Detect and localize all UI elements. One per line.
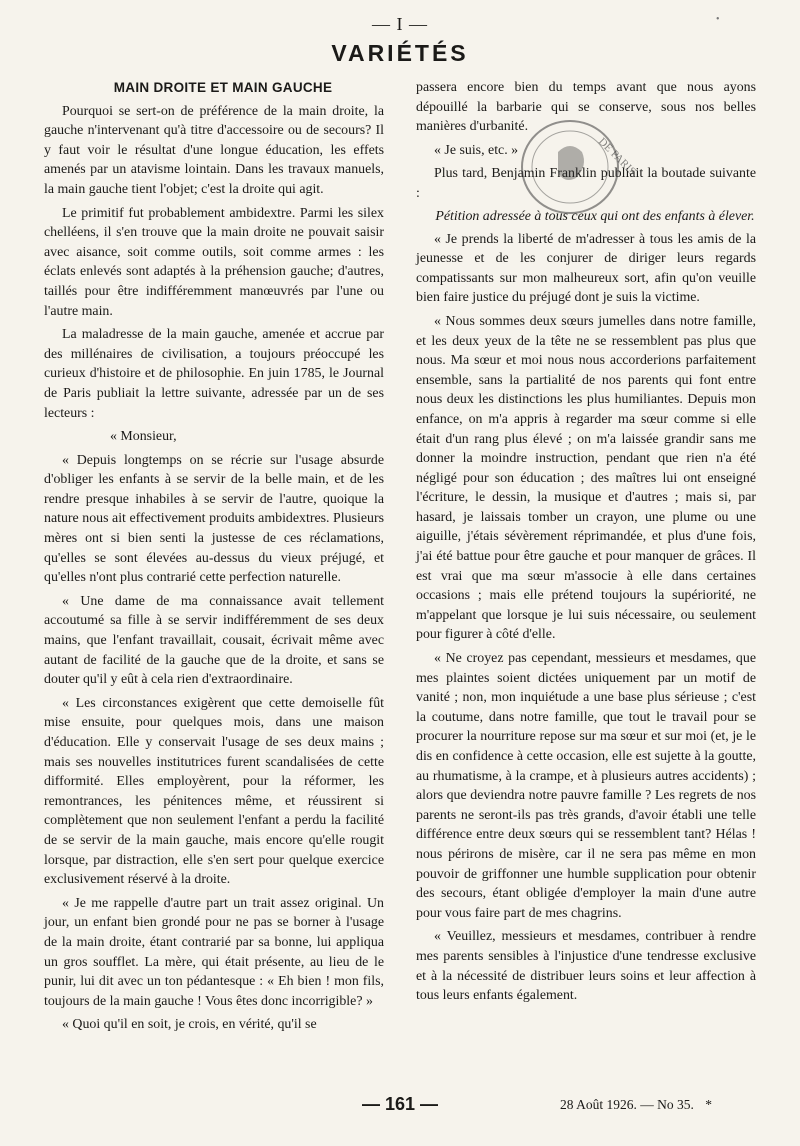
paragraph: « Je prends la liberté de m'adresser à tous les amis de la jeunesse et de les conjurer de diriger leurs regards compatissants sur mon malheureux sort, afin qu'on veuille bien faire justice du préjugé dont je suis la victime.: [416, 231, 756, 306]
paragraph: Pourquoi se sert-on de préférence de la main droite, la gauche n'intervenant qu'à titre d'accessoire ou de secours? Il y faut voir le résultat d'une longue éducation, les effets amenés par un atavisme lointain. Dans les travaux manuels, la main gauche tient l'objet; c'est la droite qui agit.: [44, 103, 384, 197]
page-top-marker: — I —: [372, 14, 428, 34]
salutation: « Monsieur,: [110, 429, 177, 445]
paragraph: « Depuis longtemps on se récrie sur l'usage absurde d'obliger les enfants à se servir de la belle main, et de les rendre presque inhabiles à se servir de l'autre, quoique la nature nous ait effectivement produits ambidextres. Plusieurs mères ont si bien senti la justesse de ces réclamations, qu'elles se sont élevées au-dessus du vieux préjugé, et qu'elles n'ont plus contrarié cette perfection naturelle.: [44, 452, 384, 586]
section-title: VARIÉTÉS: [331, 40, 469, 66]
paragraph: « Les circonstances exigèrent que cette demoiselle fût mise ensuite, pour quelques mois, dans une maison d'éducation. Elle y conservait l'usage de ses deux mains ; mais ses nouvelles institutrices furent scandalisées de cette difformité. Elles employèrent, pour la réformer, les remontrances, les pénitences même, et réussirent si complètement que non seulement l'enfant a perdu la facilité de se servir de la main gauche, mais encore qu'elle rougit lorsque, par distraction, elle s'en sert pour quelque exercice exclusivement réservé à la droite.: [44, 695, 384, 888]
left-column: [44, 78, 384, 1039]
issue-date-text: 28 Août 1926. — No 35.: [560, 1097, 694, 1112]
paragraph: Plus tard, Benjamin Franklin publiait la boutade suivante :: [416, 166, 756, 201]
petition-title: Pétition adressée à tous ceux qui ont des enfants à élever.: [435, 208, 755, 224]
paragraph: Le primitif fut probablement ambidextre. Parmi les silex chelléens, il s'en trouve que la main droite ne pouvait saisir avec aisance, soit comme outils, soit comme armes : les éclats enlevés sont adaptés à la préhension gauche; d'autres, taillés pour être indifféremment manœuvrés par l'une ou l'autre main.: [44, 205, 384, 319]
stamp-text: DE PARIS: [595, 135, 639, 178]
issue-date: [560, 1097, 712, 1113]
article-title: MAIN DROITE ET MAIN GAUCHE: [113, 80, 333, 95]
paragraph: « Nous sommes deux sœurs jumelles dans notre famille, et les deux yeux de la tête ne se ressemblent pas plus que nous. Ma sœur et moi nous nous accorderions parfaitement ensemble, sans la partialité de nos parents qui font entre nous deux les distinctions les plus humiliantes. Depuis mon enfance, on m'a appris à regarder ma sœur comme si elle était d'un rang plus élevé ; on m'a laissée grandir sans me donner la moindre instruction, pendant que rien n'a été négligé pour son éducation ; des maîtres lui ont enseigné l'écriture, le dessin, la musique et d'autres ; mais si, par hasard, je laissais tomber un crayon, une plume ou une aiguille, j'étais sévèrement réprimandée, et plus d'une fois, j'ai été battue pour être gauche et pour manquer de grâces. Il est vrai que ma sœur m'associe à elle dans certaines occasions ; mais elle prétend toujours la supériorité, ne m'appelant que lorsque je lui suis nécessaire, ou seulement pour figurer à côté d'elle.: [416, 313, 756, 643]
right-column: [416, 78, 756, 1010]
paragraph: « Je suis, etc. »: [434, 142, 519, 158]
paragraph: « Quoi qu'il en soit, je crois, en vérité, qu'il se: [62, 1017, 317, 1033]
paragraph: « Une dame de ma connaissance avait tellement accoutumé sa fille à se servir indifféremment de ses deux mains, que l'enfant travaillait, cousait, écrivait même avec autant de facilité de la gauche que de la droite, et sans se douter qu'il y eût à cela rien d'extraordinaire.: [44, 593, 384, 688]
corner-mark: •: [716, 14, 720, 25]
paragraph: « Je me rappelle d'autre part un trait assez original. Un jour, un enfant bien grondé pour ne pas se borner à l'usage de la main droite, étant contrarié par sa bonne, lui appliqua un gros soufflet. La mère, qui était présente, au lieu de le punir, lui dit avec un ton pédantesque : « Eh bien ! mon fils, toujours de la main gauche ! Vous êtes donc incorrigible? »: [44, 895, 384, 1009]
paragraph: La maladresse de la main gauche, amenée et accrue par des millénaires de civilisation, a toujours préoccupé les curieux d'histoire et de philosophie. En juin 1785, le Journal de Paris publiait la lettre suivante, adressée par un de ses lecteurs :: [44, 327, 384, 421]
page-number: — 161 —: [361, 1094, 439, 1114]
paragraph: passera encore bien du temps avant que nous ayons dépouillé la barbarie qui se conserve, sous nos belles manières d'urbanité.: [416, 80, 756, 135]
trailing-mark: *: [705, 1097, 713, 1112]
paragraph: « Ne croyez pas cependant, messieurs et mesdames, que mes plaintes soient dictées uniquement par un motif de vanité ; non, mon inquiétude a une base plus sérieuse ; c'est la coutume, dans notre famille, que tout le travail pour se procurer la nourriture repose sur ma sœur et sur moi (et, je le dis en confidence à cette occasion, elle est sujette à la goutte, au rhumatisme, à la crampe, et à plusieurs autres accidents) ; alors que deviendra notre pauvre famille ? Les regrets de nos parents ne seront-ils pas très grands, d'avoir établi une telle différence entre deux sœurs qui se ressemblent tant? Hélas ! nous périrons de misère, car il ne sera pas même en mon pouvoir de griffonner une humble supplication pour obtenir des secours, étant obligée d'employer la main d'une autre pour vous faire part de mes chagrins.: [416, 651, 756, 921]
paragraph: « Veuillez, messieurs et mesdames, contribuer à rendre mes parents sensibles à l'injustice d'une tendresse exclusive et à la nécessité de distribuer leurs soins et leur affection à tous leurs enfants également.: [416, 929, 756, 1004]
